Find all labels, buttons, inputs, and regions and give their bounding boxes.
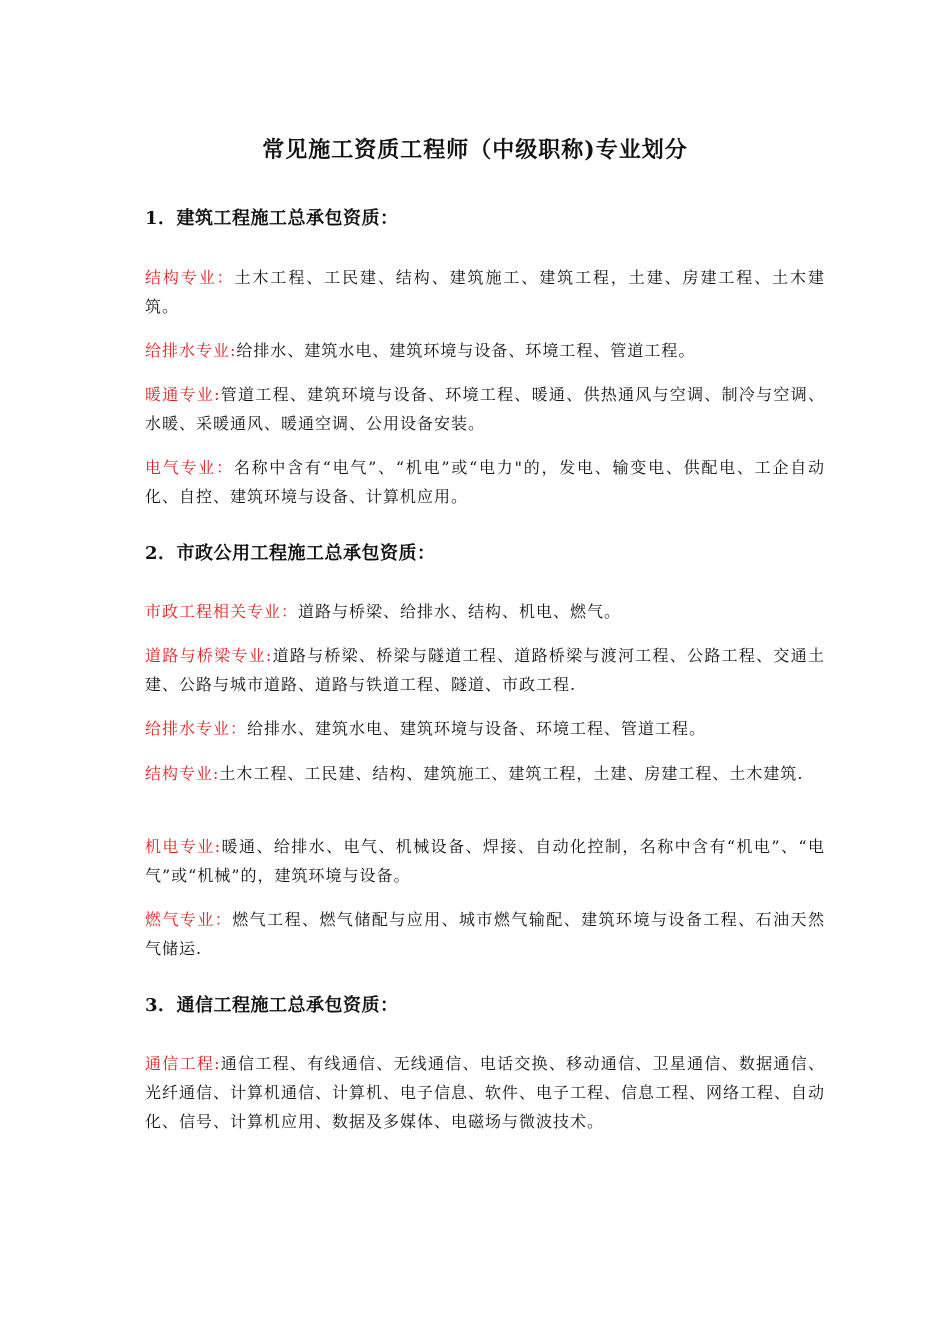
specialty-text: 暖通、给排水、电气、机械设备、焊接、自动化控制，名称中含有“机电”、“电气”或“机械”的，建筑环境与设备。 xyxy=(145,837,825,885)
specialty-entry xyxy=(145,714,825,743)
document-title: 常见施工资质工程师（中级职称)专业划分 xyxy=(262,137,688,163)
specialty-entry xyxy=(145,336,825,365)
specialty-label: 燃气专业： xyxy=(145,910,233,929)
specialty-label: 市政工程相关专业： xyxy=(145,602,299,621)
specialty-label: 机电专业: xyxy=(145,837,222,856)
specialty-entry xyxy=(145,641,825,699)
specialty-text: 管道工程、建筑环境与设备、环境工程、暖通、供热通风与空调、制冷与空调、水暖、采暖通风、暖通空调、公用设备安装。 xyxy=(145,385,825,433)
specialty-text: 通信工程、有线通信、无线通信、电话交换、移动通信、卫星通信、数据通信、光纤通信、计算机通信、计算机、电子信息、软件、电子工程、信息工程、网络工程、自动化、信号、计算机应用、数据及多媒体、电磁场与微波技术。 xyxy=(145,1054,826,1131)
specialty-label: 结构专业: xyxy=(145,764,220,783)
section-heading-2: 2．市政公用工程施工总承包资质： xyxy=(145,543,436,564)
specialty-label: 给排水专业: xyxy=(145,341,237,360)
specialty-entry xyxy=(145,263,825,321)
specialty-label: 暖通专业: xyxy=(145,385,221,404)
specialty-entry xyxy=(145,1049,825,1136)
specialty-text: 给排水、建筑水电、建筑环境与设备、环境工程、管道工程。 xyxy=(236,341,696,360)
specialty-text: 道路与桥梁、桥梁与隧道工程、道路桥梁与渡河工程、公路工程、交通土建、公路与城市道路、道路与铁道工程、隧道、市政工程. xyxy=(145,646,825,694)
specialty-entry xyxy=(145,597,825,626)
specialty-text: 土木工程、工民建、结构、建筑施工、建筑工程，土建、房建工程、土木建筑。 xyxy=(145,268,825,316)
specialty-text: 道路与桥梁、给排水、结构、机电、燃气。 xyxy=(298,602,622,621)
specialty-label: 结构专业： xyxy=(145,268,235,287)
specialty-entry xyxy=(145,453,825,511)
specialty-entry xyxy=(145,832,825,890)
specialty-text: 燃气工程、燃气储配与应用、城市燃气输配、建筑环境与设备工程、石油天然气储运. xyxy=(145,910,825,958)
specialty-label: 通信工程: xyxy=(145,1054,221,1073)
specialty-text: 土木工程、工民建、结构、建筑施工、建筑工程，土建、房建工程、土木建筑. xyxy=(219,764,804,783)
specialty-entry xyxy=(145,905,825,963)
section-heading-3: 3．通信工程施工总承包资质： xyxy=(145,995,399,1016)
section-heading-1: 1．建筑工程施工总承包资质： xyxy=(145,208,399,229)
specialty-label: 道路与桥梁专业: xyxy=(145,646,273,665)
specialty-entry xyxy=(145,380,825,438)
specialty-text: 给排水、建筑水电、建筑环境与设备、环境工程、管道工程。 xyxy=(247,719,707,738)
specialty-label: 给排水专业： xyxy=(145,719,248,738)
specialty-text: 名称中含有“电气”、“机电”或“电力"的，发电、输变电、供配电、工企自动化、自控、建筑环境与设备、计算机应用。 xyxy=(145,458,825,506)
specialty-entry xyxy=(145,759,825,788)
specialty-label: 电气专业： xyxy=(145,458,234,477)
